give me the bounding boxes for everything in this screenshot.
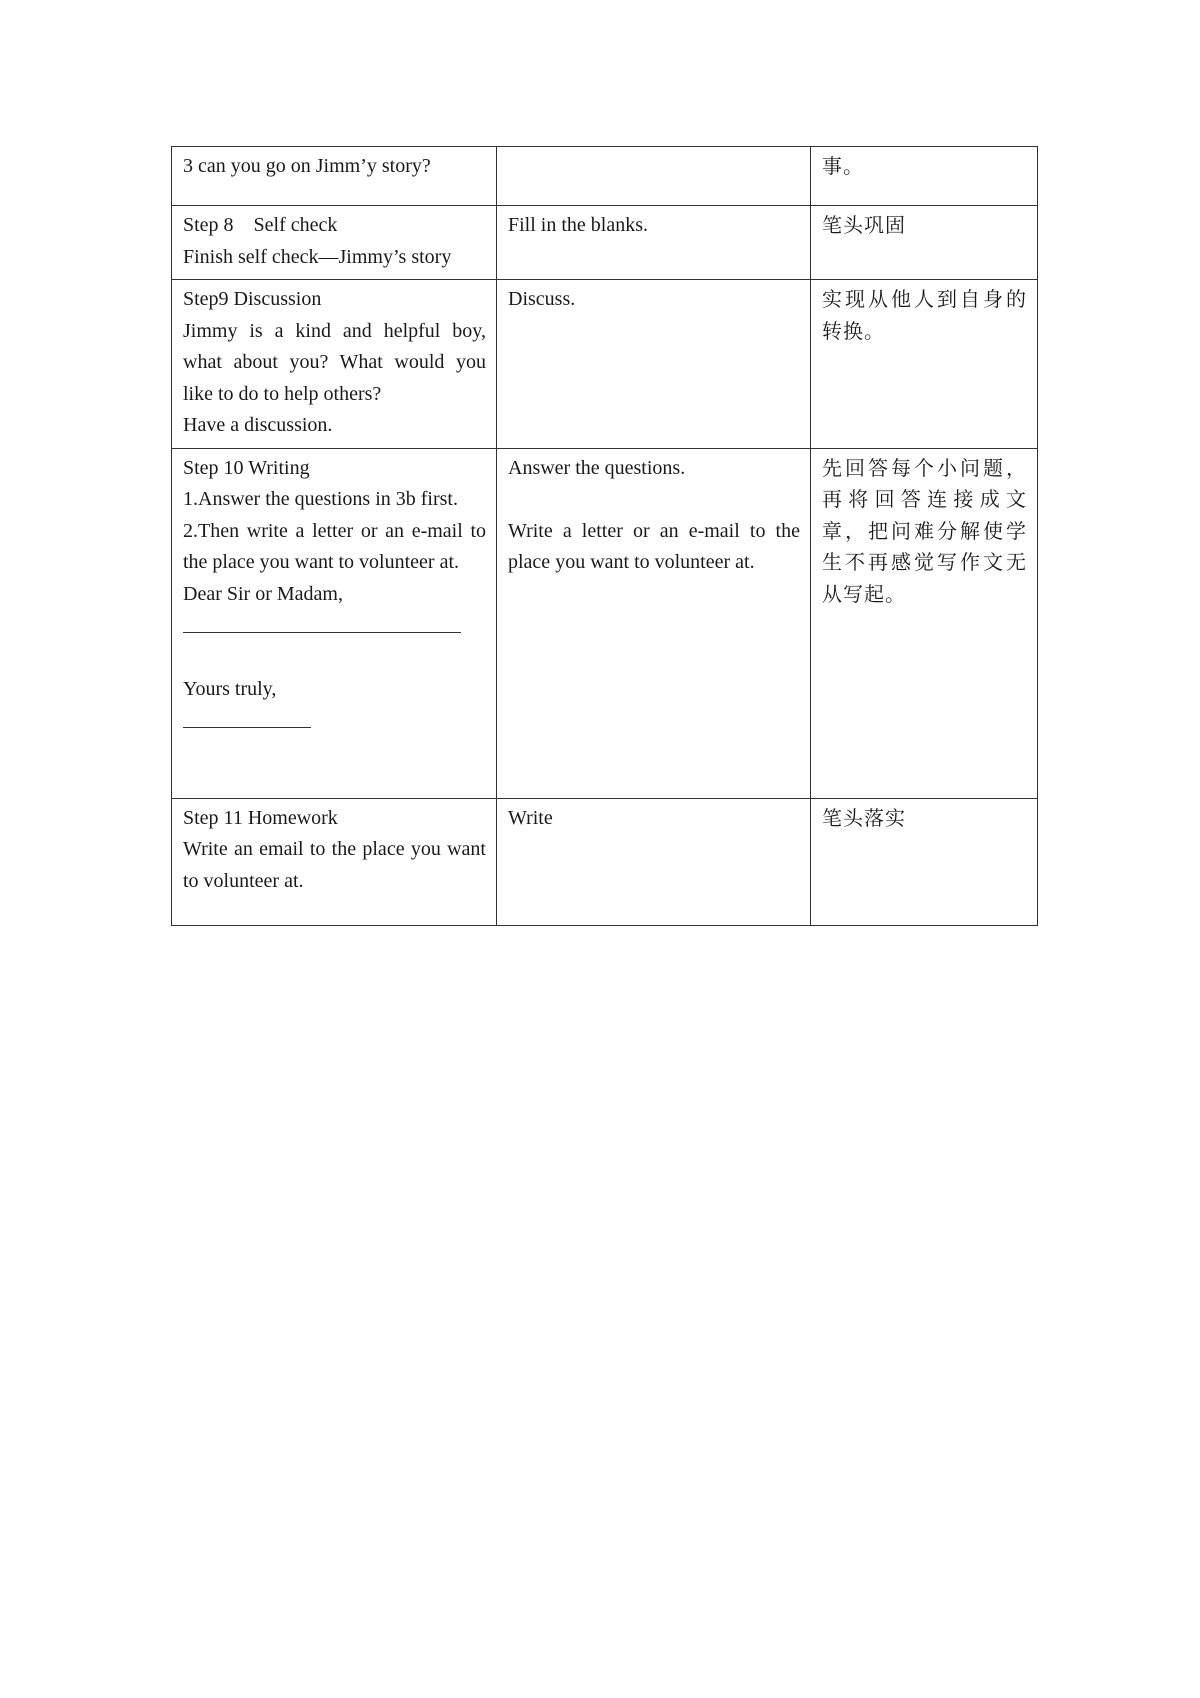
table-row	[172, 147, 1038, 206]
purpose-text: 笔头巩固	[822, 213, 906, 237]
step-cell	[172, 280, 497, 449]
step-cell	[172, 798, 497, 925]
activity-text: Fill in the blanks.	[508, 214, 648, 236]
signature-blank-line	[183, 705, 311, 728]
step-text: Write an email to the place you want to volunteer at.	[183, 838, 486, 892]
table-row	[172, 448, 1038, 798]
step-text: Have a discussion.	[183, 414, 333, 436]
activity-text: Write a letter or an e-mail to the place you want to volunteer at.	[508, 519, 800, 573]
purpose-text: 事。	[822, 154, 864, 178]
purpose-cell	[811, 280, 1038, 449]
activity-text: Discuss.	[508, 288, 576, 310]
activity-text: Write	[508, 806, 553, 829]
lesson-plan-table	[171, 146, 1038, 926]
table-row	[172, 798, 1038, 925]
purpose-text: 笔头落实	[822, 805, 906, 830]
step-text: 1.Answer the questions in 3b first.	[183, 488, 458, 510]
step-text: Finish self check—Jimmy’s story	[183, 245, 452, 268]
table-row	[172, 280, 1038, 449]
purpose-cell	[811, 798, 1038, 925]
activity-cell	[497, 280, 811, 449]
step-cell	[172, 448, 497, 798]
purpose-cell	[811, 448, 1038, 798]
step-title: Step9 Discussion	[183, 288, 322, 310]
purpose-cell	[811, 206, 1038, 280]
step-text: 3 can you go on Jimm’y story?	[183, 155, 431, 177]
table-row	[172, 206, 1038, 280]
writing-blank-line	[183, 610, 461, 633]
activity-cell	[497, 798, 811, 925]
step-text: Jimmy is a kind and helpful boy, what about you? What would you like to do to help others?	[183, 319, 486, 405]
step-title: Step 11 Homework	[183, 806, 338, 829]
letter-closing: Yours truly,	[183, 677, 277, 700]
activity-cell	[497, 448, 811, 798]
activity-cell	[497, 147, 811, 206]
step-title: Step 10 Writing	[183, 456, 310, 479]
step-cell	[172, 206, 497, 280]
step-cell	[172, 147, 497, 206]
step-text: 2.Then write a letter or an e-mail to the place you want to volunteer at.	[183, 519, 486, 573]
activity-cell	[497, 206, 811, 280]
spacer	[183, 642, 486, 674]
spacer	[508, 484, 800, 516]
purpose-text: 先回答每个小问题，再将回答连接成文章，把问难分解使学生不再感觉写作文无从写起。	[822, 455, 1027, 606]
letter-salutation: Dear Sir or Madam,	[183, 582, 343, 605]
activity-text: Answer the questions.	[508, 456, 686, 479]
step-title: Step 8 Self check	[183, 214, 338, 236]
purpose-text: 实现从他人到自身的转换。	[822, 287, 1027, 343]
purpose-cell	[811, 147, 1038, 206]
